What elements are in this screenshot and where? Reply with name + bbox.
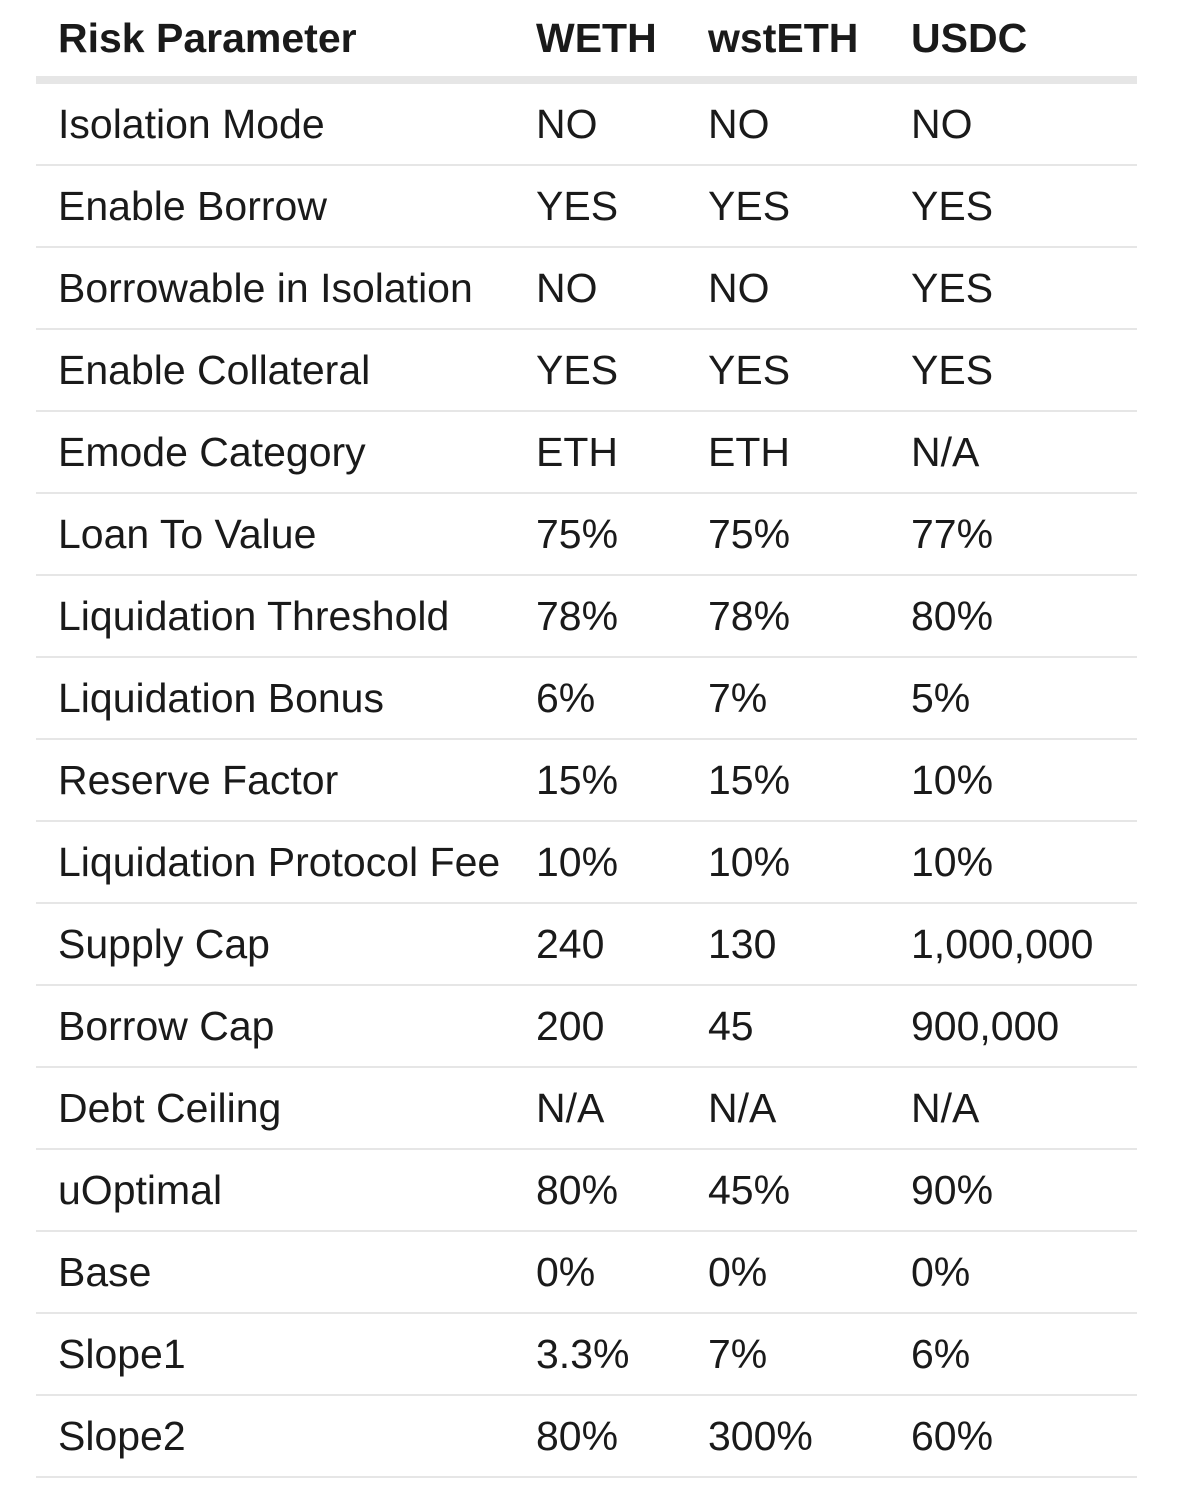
usdc-cell: 5% bbox=[911, 657, 1137, 739]
parameter-cell: Loan To Value bbox=[36, 493, 536, 575]
table-row bbox=[36, 80, 1137, 165]
table-row bbox=[36, 903, 1137, 985]
wsteth-cell: 130 bbox=[708, 903, 911, 985]
parameter-cell: Borrowable in Isolation bbox=[36, 247, 536, 329]
weth-cell: 6% bbox=[536, 657, 708, 739]
weth-cell: YES bbox=[536, 165, 708, 247]
usdc-cell: 6% bbox=[911, 1313, 1137, 1395]
usdc-cell: N/A bbox=[911, 411, 1137, 493]
usdc-cell: 60% bbox=[911, 1395, 1137, 1477]
wsteth-cell: 78% bbox=[708, 575, 911, 657]
wsteth-cell: 7% bbox=[708, 657, 911, 739]
usdc-cell: N/A bbox=[911, 1067, 1137, 1149]
usdc-cell: YES bbox=[911, 165, 1137, 247]
parameter-cell: Base bbox=[36, 1231, 536, 1313]
wsteth-cell: 15% bbox=[708, 739, 911, 821]
parameter-cell: Borrow Cap bbox=[36, 985, 536, 1067]
parameter-cell: Reserve Factor bbox=[36, 739, 536, 821]
usdc-cell: 80% bbox=[911, 575, 1137, 657]
weth-cell: NO bbox=[536, 247, 708, 329]
wsteth-cell: 45 bbox=[708, 985, 911, 1067]
parameter-cell: Debt Ceiling bbox=[36, 1067, 536, 1149]
weth-cell: 75% bbox=[536, 493, 708, 575]
table-row bbox=[36, 1395, 1137, 1477]
wsteth-cell: N/A bbox=[708, 1067, 911, 1149]
wsteth-cell: ETH bbox=[708, 411, 911, 493]
wsteth-cell: YES bbox=[708, 329, 911, 411]
wsteth-cell: 10% bbox=[708, 821, 911, 903]
table-row bbox=[36, 247, 1137, 329]
weth-cell: 240 bbox=[536, 903, 708, 985]
usdc-cell: YES bbox=[911, 247, 1137, 329]
weth-cell: ETH bbox=[536, 411, 708, 493]
weth-cell: NO bbox=[536, 80, 708, 165]
weth-cell: 80% bbox=[536, 1149, 708, 1231]
table-row bbox=[36, 985, 1137, 1067]
weth-cell: 200 bbox=[536, 985, 708, 1067]
wsteth-cell: 300% bbox=[708, 1395, 911, 1477]
usdc-cell: 77% bbox=[911, 493, 1137, 575]
header-row bbox=[36, 0, 1137, 80]
usdc-cell: 900,000 bbox=[911, 985, 1137, 1067]
usdc-cell: YES bbox=[911, 329, 1137, 411]
parameter-cell: Emode Category bbox=[36, 411, 536, 493]
header-usdc: USDC bbox=[911, 0, 1137, 80]
table-row bbox=[36, 411, 1137, 493]
table-row bbox=[36, 165, 1137, 247]
usdc-cell: NO bbox=[911, 80, 1137, 165]
table-row bbox=[36, 657, 1137, 739]
table-row bbox=[36, 493, 1137, 575]
header-weth: WETH bbox=[536, 0, 708, 80]
table-row bbox=[36, 739, 1137, 821]
header-risk-parameter: Risk Parameter bbox=[36, 0, 536, 80]
table-row bbox=[36, 1067, 1137, 1149]
table-body bbox=[36, 80, 1137, 1477]
table-row bbox=[36, 1313, 1137, 1395]
weth-cell: 0% bbox=[536, 1231, 708, 1313]
table-row bbox=[36, 575, 1137, 657]
risk-parameters-table bbox=[36, 0, 1137, 1478]
weth-cell: 15% bbox=[536, 739, 708, 821]
header-wsteth: wstETH bbox=[708, 0, 911, 80]
table-row bbox=[36, 1149, 1137, 1231]
parameter-cell: Slope1 bbox=[36, 1313, 536, 1395]
usdc-cell: 90% bbox=[911, 1149, 1137, 1231]
parameter-cell: Enable Borrow bbox=[36, 165, 536, 247]
parameter-cell: Liquidation Protocol Fee bbox=[36, 821, 536, 903]
wsteth-cell: 7% bbox=[708, 1313, 911, 1395]
table-row bbox=[36, 821, 1137, 903]
weth-cell: N/A bbox=[536, 1067, 708, 1149]
usdc-cell: 10% bbox=[911, 739, 1137, 821]
weth-cell: 78% bbox=[536, 575, 708, 657]
parameter-cell: Liquidation Bonus bbox=[36, 657, 536, 739]
risk-parameters-table-container bbox=[36, 0, 1137, 1478]
wsteth-cell: NO bbox=[708, 80, 911, 165]
parameter-cell: uOptimal bbox=[36, 1149, 536, 1231]
table-header bbox=[36, 0, 1137, 80]
parameter-cell: Enable Collateral bbox=[36, 329, 536, 411]
weth-cell: YES bbox=[536, 329, 708, 411]
usdc-cell: 1,000,000 bbox=[911, 903, 1137, 985]
weth-cell: 10% bbox=[536, 821, 708, 903]
table-row bbox=[36, 329, 1137, 411]
table-row bbox=[36, 1231, 1137, 1313]
wsteth-cell: 0% bbox=[708, 1231, 911, 1313]
weth-cell: 80% bbox=[536, 1395, 708, 1477]
parameter-cell: Isolation Mode bbox=[36, 80, 536, 165]
parameter-cell: Slope2 bbox=[36, 1395, 536, 1477]
wsteth-cell: 75% bbox=[708, 493, 911, 575]
wsteth-cell: 45% bbox=[708, 1149, 911, 1231]
weth-cell: 3.3% bbox=[536, 1313, 708, 1395]
parameter-cell: Liquidation Threshold bbox=[36, 575, 536, 657]
wsteth-cell: YES bbox=[708, 165, 911, 247]
wsteth-cell: NO bbox=[708, 247, 911, 329]
usdc-cell: 0% bbox=[911, 1231, 1137, 1313]
usdc-cell: 10% bbox=[911, 821, 1137, 903]
parameter-cell: Supply Cap bbox=[36, 903, 536, 985]
